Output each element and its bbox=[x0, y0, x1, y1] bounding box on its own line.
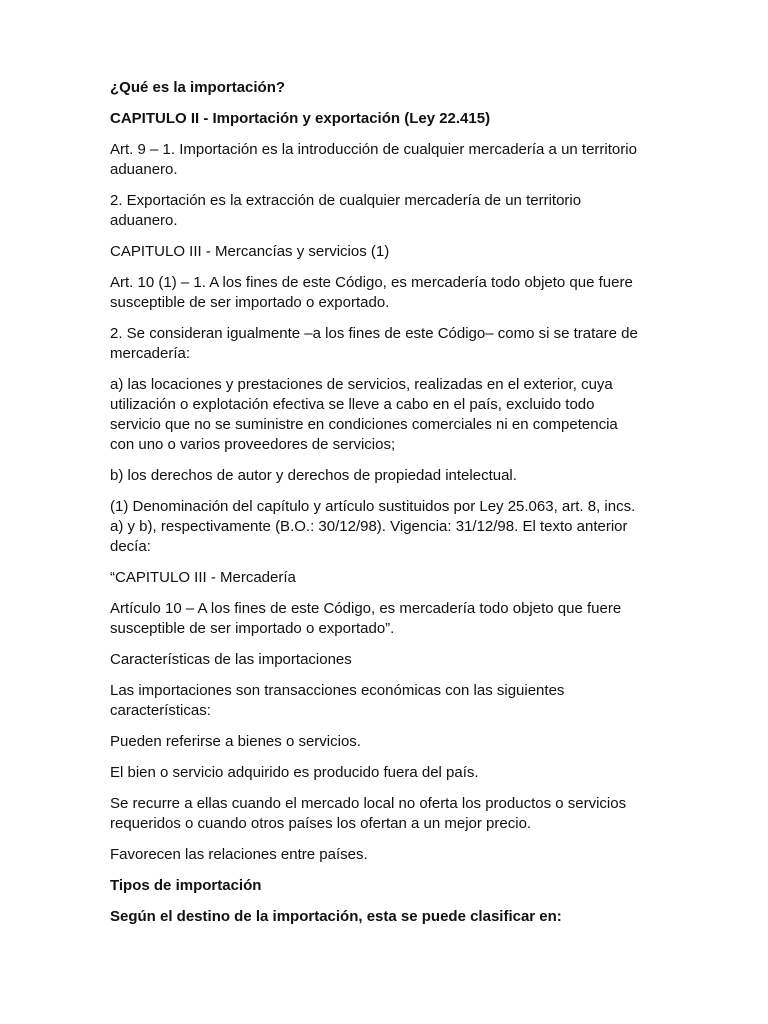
heading-capitulo-ii: CAPITULO II - Importación y exportación (Ley 22.415) bbox=[110, 110, 491, 127]
paragraph-articulo-10: Artículo 10 – A los fines de este Código, es mercadería todo objeto que fuere susceptible de ser importado o exportado”. bbox=[110, 600, 622, 637]
paragraph-quote-capitulo: “CAPITULO III - Mercadería bbox=[110, 569, 296, 586]
paragraph-se-consideran: 2. Se consideran igualmente –a los fines de este Código– como si se tratare de mercadería: bbox=[110, 325, 638, 362]
paragraph-caracteristicas-intro: Las importaciones son transacciones económicas con las siguientes características: bbox=[110, 682, 565, 719]
paragraph-caracteristicas-title: Características de las importaciones bbox=[110, 651, 352, 668]
paragraph-capitulo-iii: CAPITULO III - Mercancías y servicios (1) bbox=[110, 243, 390, 260]
heading-tipos-importacion: Tipos de importación bbox=[110, 877, 262, 894]
heading-segun-destino: Según el destino de la importación, esta se puede clasificar en: bbox=[110, 908, 562, 925]
paragraph-bienes-servicios: Pueden referirse a bienes o servicios. bbox=[110, 733, 361, 750]
paragraph-art-9: Art. 9 – 1. Importación es la introducción de cualquier mercadería a un territorio aduanero. bbox=[110, 141, 637, 178]
document-page bbox=[110, 78, 670, 938]
paragraph-se-recurre: Se recurre a ellas cuando el mercado local no oferta los productos o servicios requeridos o cuando otros países los ofertan a un mejor precio. bbox=[110, 795, 627, 832]
paragraph-item-b: b) los derechos de autor y derechos de propiedad intelectual. bbox=[110, 467, 517, 484]
paragraph-art-10: Art. 10 (1) – 1. A los fines de este Código, es mercadería todo objeto que fuere susceptible de ser importado o exportado. bbox=[110, 274, 633, 311]
paragraph-footnote-1: (1) Denominación del capítulo y artículo sustituidos por Ley 25.063, art. 8, incs. a) y b), respectivamente (B.O.: 30/12/98). Vigencia: 31/12/98. El texto anterior decía: bbox=[110, 498, 636, 555]
paragraph-fuera-del-pais: El bien o servicio adquirido es producido fuera del país. bbox=[110, 764, 479, 781]
paragraph-exportacion: 2. Exportación es la extracción de cualquier mercadería de un territorio aduanero. bbox=[110, 192, 582, 229]
heading-que-es-importacion: ¿Qué es la importación? bbox=[110, 79, 286, 96]
paragraph-item-a: a) las locaciones y prestaciones de servicios, realizadas en el exterior, cuya utilización o explotación efectiva se lleve a cabo en el país, excluido todo servicio que no se suministre en condiciones comerciales ni en competencia con uno o varios proveedores de servicios; bbox=[110, 376, 618, 453]
paragraph-favorecen: Favorecen las relaciones entre países. bbox=[110, 846, 368, 863]
